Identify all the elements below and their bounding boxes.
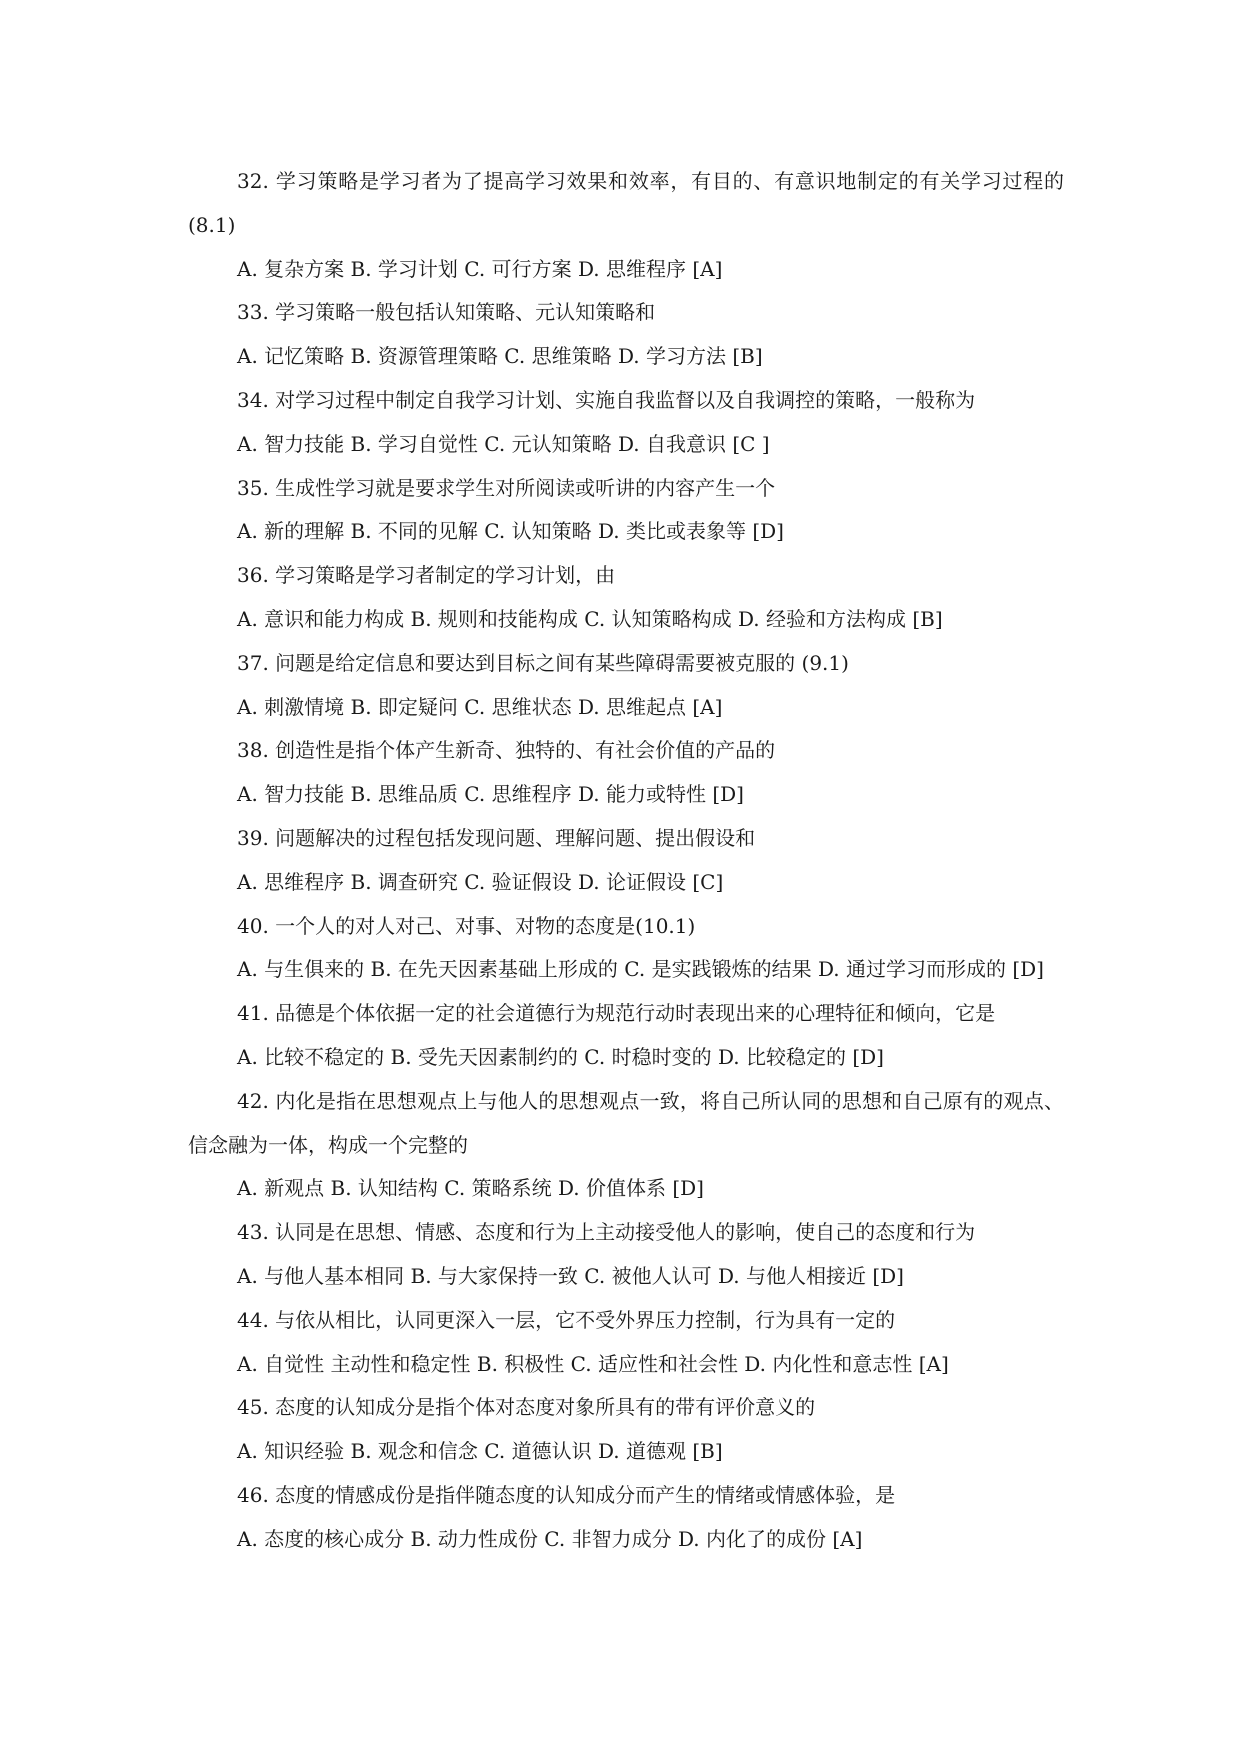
options-46: A. 态度的核心成分 B. 动力性成份 C. 非智力成分 D. 内化了的成份 [A] <box>237 1526 863 1551</box>
options-45: A. 知识经验 B. 观念和信念 C. 道德认识 D. 道德观 [B] <box>237 1439 723 1464</box>
options-37: A. 刺激情境 B. 即定疑问 C. 思维状态 D. 思维起点 [A] <box>237 694 723 719</box>
options-36: A. 意识和能力构成 B. 规则和技能构成 C. 认知策略构成 D. 经验和方法构成 [B] <box>237 606 943 631</box>
question-42: 42. 内化是指在思想观点上与他人的思想观点一致，将自己所认同的思想和自己原有的观点、信念融为一体，构成一个完整的 <box>188 1088 1064 1157</box>
options-38: A. 智力技能 B. 思维品质 C. 思维程序 D. 能力或特性 [D] <box>237 782 744 807</box>
question-41: 41. 品德是个体依据一定的社会道德行为规范行动时表现出来的心理特征和倾向，它是 <box>237 1001 996 1026</box>
question-38: 38. 创造性是指个体产生新奇、独特的、有社会价值的产品的 <box>237 738 776 763</box>
options-33: A. 记忆策略 B. 资源管理策略 C. 思维策略 D. 学习方法 [B] <box>237 344 763 369</box>
document-page <box>188 160 1064 1562</box>
question-40: 40. 一个人的对人对己、对事、对物的态度是(10.1) <box>237 913 696 938</box>
options-34: A. 智力技能 B. 学习自觉性 C. 元认知策略 D. 自我意识 [C ] <box>237 431 770 456</box>
options-40: A. 与生俱来的 B. 在先天因素基础上形成的 C. 是实践锻炼的结果 D. 通过学习而形成的 [D] <box>237 957 1044 982</box>
options-39: A. 思维程序 B. 调查研究 C. 验证假设 D. 论证假设 [C] <box>237 869 724 894</box>
question-45: 45. 态度的认知成分是指个体对态度对象所具有的带有评价意义的 <box>237 1395 816 1420</box>
options-43: A. 与他人基本相同 B. 与大家保持一致 C. 被他人认可 D. 与他人相接近 [D] <box>237 1263 904 1288</box>
question-43: 43. 认同是在思想、情感、态度和行为上主动接受他人的影响，使自己的态度和行为 <box>237 1220 976 1245</box>
question-37: 37. 问题是给定信息和要达到目标之间有某些障碍需要被克服的 (9.1) <box>237 650 849 675</box>
question-46: 46. 态度的情感成份是指伴随态度的认知成分而产生的情绪或情感体验，是 <box>237 1482 896 1507</box>
question-35: 35. 生成性学习就是要求学生对所阅读或听讲的内容产生一个 <box>237 475 776 500</box>
question-32: 32. 学习策略是学习者为了提高学习效果和效率，有目的、有意识地制定的有关学习过程的 (8.1) <box>188 169 1064 237</box>
question-36: 36. 学习策略是学习者制定的学习计划，由 <box>237 563 616 588</box>
options-32: A. 复杂方案 B. 学习计划 C. 可行方案 D. 思维程序 [A] <box>237 256 723 281</box>
question-39: 39. 问题解决的过程包括发现问题、理解问题、提出假设和 <box>237 825 756 850</box>
question-44: 44. 与依从相比，认同更深入一层，它不受外界压力控制，行为具有一定的 <box>237 1307 896 1332</box>
question-34: 34. 对学习过程中制定自我学习计划、实施自我监督以及自我调控的策略，一般称为 <box>237 387 976 412</box>
options-41: A. 比较不稳定的 B. 受先天因素制约的 C. 时稳时变的 D. 比较稳定的 [D] <box>237 1044 884 1069</box>
options-44: A. 自觉性 主动性和稳定性 B. 积极性 C. 适应性和社会性 D. 内化性和意志性 [A] <box>237 1351 949 1376</box>
options-42: A. 新观点 B. 认知结构 C. 策略系统 D. 价值体系 [D] <box>237 1176 704 1201</box>
question-33: 33. 学习策略一般包括认知策略、元认知策略和 <box>237 300 656 325</box>
options-35: A. 新的理解 B. 不同的见解 C. 认知策略 D. 类比或表象等 [D] <box>237 519 784 544</box>
